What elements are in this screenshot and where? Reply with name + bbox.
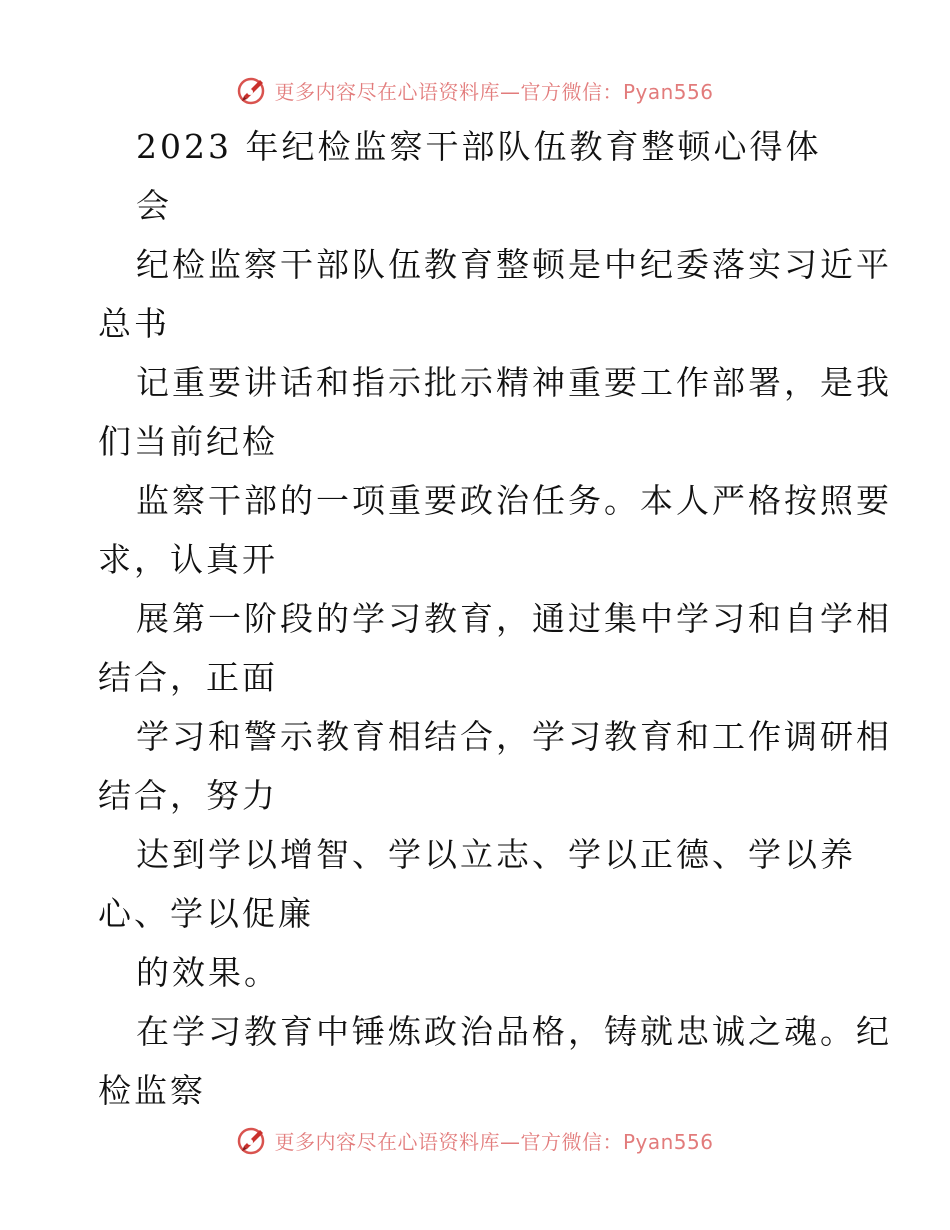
paragraph-line: 结合，努力	[98, 776, 278, 815]
paragraph-line: 展第一阶段的学习教育，通过集中学习和自学相	[136, 599, 892, 638]
paragraph-line: 监察干部的一项重要政治任务。本人严格按照要	[136, 481, 892, 520]
paragraph-line: 学习和警示教育相结合，学习教育和工作调研相	[136, 717, 892, 756]
quill-pen-circle-icon	[236, 74, 268, 106]
paragraph-line: 们当前纪检	[98, 422, 278, 461]
paragraph-line: 在学习教育中锤炼政治品格，铸就忠诚之魂。纪	[136, 1012, 892, 1051]
document-title-line-2: 会	[136, 186, 172, 225]
paragraph-line: 检监察	[98, 1071, 206, 1110]
paragraph-line: 心、学以促廉	[98, 894, 314, 933]
paragraph-line: 的效果。	[136, 953, 280, 992]
document-title-line-1: 2023 年纪检监察干部队伍教育整顿心得体	[136, 127, 822, 166]
paragraph-line: 达到学以增智、学以立志、学以正德、学以养	[136, 835, 856, 874]
paragraph-line: 结合，正面	[98, 658, 278, 697]
paragraph-line: 纪检监察干部队伍教育整顿是中纪委落实习近平	[136, 245, 892, 284]
paragraph-line: 记重要讲话和指示批示精神重要工作部署，是我	[136, 363, 892, 402]
watermark-text: 更多内容尽在心语资料库—官方微信：Pyan556	[274, 79, 714, 104]
header-watermark	[0, 70, 950, 110]
paragraph-line: 求，认真开	[98, 540, 278, 579]
footer-watermark	[0, 1120, 950, 1160]
paragraph-line: 总书	[98, 304, 170, 343]
quill-pen-circle-icon	[236, 1124, 268, 1156]
watermark-text: 更多内容尽在心语资料库—官方微信：Pyan556	[274, 1129, 714, 1154]
